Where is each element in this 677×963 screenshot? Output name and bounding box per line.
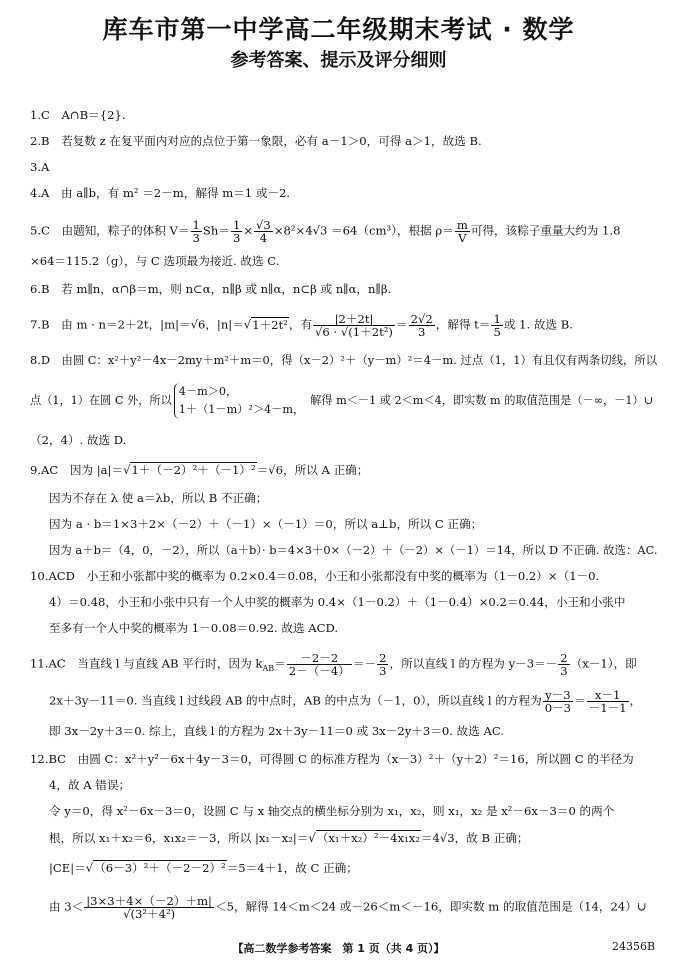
fraction: $\frac{-2-2}{2-(-4)}$ bbox=[288, 651, 350, 678]
answer-8-line-2: 点（1，1）在圆 C 外，所以 4－m＞0， 1＋（1－m）²＞4－m， 解得 m＜－1 或 2＜m＜4，即实数 m 的取值范围是（－∞，－1）∪ bbox=[30, 383, 653, 419]
answer-10-line-1: 10.ACD 小王和小张都中奖的概率为 0.2×0.4＝0.08，小王和小张都没有中奖的概率为（1－0.2）×（1－0. bbox=[30, 569, 600, 583]
page-subtitle: 参考答案、提示及评分细则 bbox=[230, 50, 447, 71]
answer-12-line-2: 4，故 A 错误； bbox=[49, 778, 131, 792]
fraction: $\frac{|2+2t|}{\text{√6 · √(1＋2t²)}}$ bbox=[315, 312, 393, 339]
answer-4: 4.A 由 a∥b，有 m² ＝2－m，解得 m＝1 或－2. bbox=[30, 186, 291, 200]
answer-11-line-3: 即 3x－2y＋3＝0. 综上，直线 l 的方程为 2x＋3y－11＝0 或 3x－2y＋3＝0. 故选 AC. bbox=[49, 724, 504, 738]
answer-12-line-3: 令 y＝0，得 x²－6x－3＝0，设圆 C 与 x 轴交点的横坐标分别为 x₁，x₂，则 x₁，x₂ 是 x²－6x－3＝0 的两个 bbox=[49, 804, 615, 818]
fraction: $\frac{2√2}{3}$ bbox=[410, 312, 433, 339]
fraction: $\frac{2}{3}$ bbox=[379, 651, 387, 678]
answer-9-line-2: 因为不存在 λ 使 a＝λb，所以 B 不正确； bbox=[49, 491, 268, 505]
answer-8-line-1: 8.D 由圆 C：x²＋y²－4x－2my＋m²＋m＝0，得（x－2）²＋（y－m）²＝4－m. 过点（1，1）有且仅有两条切线，所以 bbox=[30, 353, 658, 367]
answer-8-line-3: （2，4）. 故选 D. bbox=[30, 433, 127, 447]
answer-12-line-6: 由 3＜ $\frac{|3\times 3+4\times(-2)+m|}{\text{√(3²＋4²)}}$ ＜5，解得 14＜m＜24 或－26＜m＜－16，即实数 m 的取值范围是（14，24）∪ bbox=[49, 894, 647, 921]
answer-3: 3.A bbox=[30, 160, 50, 174]
fraction: $\frac{x-1}{-1-1}$ bbox=[588, 688, 627, 715]
answer-5-line-2: ×64＝115.2（g），与 C 选项最为接近. 故选 C. bbox=[30, 254, 280, 268]
page-footer: 【高二数学参考答案 第 1 页（共 4 页）】 bbox=[232, 942, 445, 955]
document-code: 24356B bbox=[612, 940, 656, 953]
equation-system: 4－m＞0， 1＋（1－m）²＞4－m， bbox=[174, 383, 304, 419]
answer-12-line-4: 根，所以 x₁＋x₂＝6，x₁x₂＝－3，所以 |x₁－x₂|＝√（x₁＋x₂）²－4x₁x₂＝4√3，故 B 正确； bbox=[49, 831, 529, 845]
answer-5-line-1: 5.C 由题知，粽子的体积 V＝ $\frac{1}{3}$ Sh＝ $\frac{1}{3}$ × $\frac{√3}{4}$ ×8²×4√3 ＝64（cm³），根据 ρ＝ $\frac{m}{V}$ 可得，该粽子重量大约为 1.8 bbox=[30, 218, 621, 245]
answer-10-line-3: 至多有一个人中奖的概率为 1－0.08＝0.92. 故选 ACD. bbox=[49, 621, 339, 635]
fraction: $\frac{√3}{4}$ bbox=[256, 218, 271, 245]
fraction: $\frac{1}{3}$ bbox=[192, 218, 200, 245]
answer-9-line-1: 9.AC 因为 |a|＝√1＋（－2）²＋（－1）²＝√6，所以 A 正确； bbox=[30, 463, 369, 477]
fraction: $\frac{m}{V}$ bbox=[456, 218, 468, 245]
answer-11-line-2: 2x＋3y－11＝0. 当直线 l 过线段 AB 的中点时，AB 的中点为（－1，0），所以直线 l 的方程为 $\frac{y-3}{0-3}$ ＝ $\frac{x-1}{-1-1}$ ， bbox=[49, 688, 642, 715]
answer-9-line-3: 因为 a · b＝1×3＋2×（－2）＋（－1）×（－1）＝0，所以 a⊥b，所以 C 正确； bbox=[49, 517, 483, 531]
page-title: 库车市第一中学高二年级期末考试 · 数学 bbox=[102, 15, 575, 44]
fraction: $\frac{y-3}{0-3}$ bbox=[544, 688, 572, 715]
fraction: $\frac{1}{3}$ bbox=[232, 218, 241, 245]
answer-2: 2.B 若复数 z 在复平面内对应的点位于第一象限，必有 a－1＞0，可得 a＞1，故选 B. bbox=[30, 134, 482, 148]
answer-12-line-5: |CE|＝√（6－3）²＋（－2－2）²＝5＝4＋1，故 C 正确； bbox=[49, 861, 358, 875]
fraction: $\frac{1}{5}$ bbox=[493, 312, 501, 339]
answer-11-line-1: 11.AC 当直线 l 与直线 AB 平行时，因为 $k_{AB}=$ $\frac{-2-2}{2-(-4)}$ ＝－ $\frac{2}{3}$ ，所以直线 l 的方程为 y－3＝－ $\frac{2}{3}$ （x－1），即 bbox=[30, 651, 637, 678]
fraction: $\frac{2}{3}$ bbox=[560, 651, 568, 678]
answer-7: 7.B 由 m · n＝2＋2t，|m|＝√6，|n|＝√1＋2t²，有 $\frac{|2+2t|}{\text{√6 · √(1＋2t²)}}$ ＝ $\frac{2√2}{3}$ ，解得 t＝ $\frac{1}{5}$ 或 1. 故选 B. bbox=[30, 312, 573, 339]
fraction: $\frac{|3\times 3+4\times(-2)+m|}{\text{√(3²＋4²)}}$ bbox=[86, 894, 212, 921]
answer-1: 1.C A∩B＝{2}. bbox=[30, 108, 126, 122]
answer-6: 6.B 若 m∥n，α∩β＝m，则 n⊂α，n∥β 或 n∥α，n⊂β 或 n∥α，n∥β. bbox=[30, 282, 392, 296]
answer-9-line-4: 因为 a＋b＝（4，0，－2），所以（a＋b）· b＝4×3＋0×（－2）＋（－2）×（－1）＝14，所以 D 不正确. 故选：AC. bbox=[49, 543, 658, 557]
answer-10-line-2: 4）＝0.48，小王和小张中只有一个人中奖的概率为 0.4×（1－0.2）＋（1－0.4）×0.2＝0.44，小王和小张中 bbox=[49, 595, 626, 609]
answer-12-line-1: 12.BC 由圆 C：x²＋y²－6x＋4y－3＝0，可得圆 C 的标准方程为（x－3）²＋（y＋2）²＝16，所以圆 C 的半径为 bbox=[30, 752, 634, 766]
